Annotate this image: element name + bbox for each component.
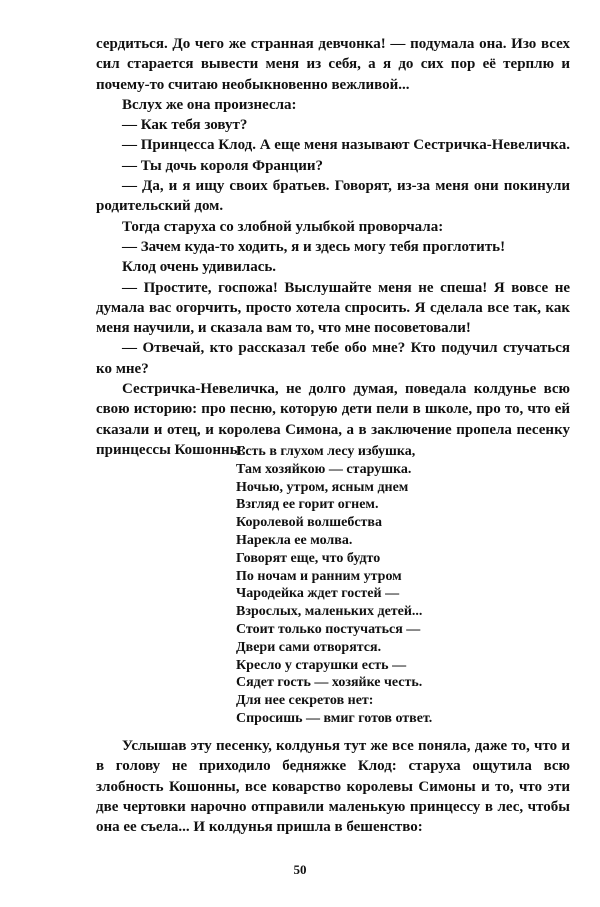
paragraph: — Зачем куда-то ходить, я и здесь могу тебя проглотить! — [122, 238, 506, 255]
poem-line: Есть в глухом лесу избушка, — [236, 444, 416, 459]
poem-line: Кресло у старушки есть — — [236, 657, 407, 673]
poem-line: Двери сами отворятся. — [236, 639, 382, 655]
poem-line: По ночам и ранним утром — [236, 568, 402, 584]
paragraph: — Ты дочь короля Франции? — [122, 157, 323, 174]
poem-line: Там хозяйкою — старушка. — [236, 461, 412, 477]
poem-line: Стоит только постучаться — — [236, 621, 421, 637]
body-text-top — [96, 34, 570, 460]
poem-line: Королевой волшебства — [236, 515, 382, 531]
paragraph: — Принцесса Клод. А еще меня называют Сестричка-Невеличка. — [122, 137, 570, 154]
paragraph: Сестричка-Невеличка, не долго думая, поведала колдунье всю свою историю: про песню, которую дети пели в школе, про то, что ей сказали и отец, и королева Симона, а в заключение пропела песенку принцессы Кошонны: — [96, 381, 570, 458]
paragraph: — Отвечай, кто рассказал тебе обо мне? Кто подучил стучаться ко мне? — [96, 340, 570, 377]
body-text-bottom — [96, 736, 570, 837]
poem-line: Чародейка ждет гостей — — [236, 586, 400, 602]
poem-line: Нарекла ее молва. — [236, 532, 353, 548]
paragraph: Клод очень удивилась. — [122, 259, 277, 276]
poem-line: Для нее секретов нет: — [236, 693, 374, 709]
paragraph: Тогда старуха со злобной улыбкой проворчала: — [122, 218, 444, 235]
paragraph: — Простите, госпожа! Выслушайте меня не спеша! Я вовсе не думала вас огорчить, просто хотела спросить. Я сделала все так, как меня научили, и сказала вам то, что мне посоветовали! — [96, 279, 570, 337]
paragraph: — Как тебя зовут? — [122, 117, 248, 134]
poem-line: Ночью, утром, ясным днем — [236, 479, 409, 495]
page-number: 50 — [293, 862, 307, 877]
poem-line: Взрослых, маленьких детей... — [236, 604, 423, 620]
poem-line: Говорят еще, что будто — [236, 550, 381, 566]
paragraph: — Да, и я ищу своих братьев. Говорят, из-за меня они покинули родительский дом. — [96, 178, 570, 215]
paragraph: Услышав эту песенку, колдунья тут же все поняла, даже то, что и в голову не приходило бедняжке Клод: старуха ощутила всю злобность Кошонны, все коварство королевы Симоны и то, что эти две чертовки нарочно отправили маленькую принцессу в лес, чтобы она ее съела... И колдунья пришла в бешенство: — [96, 738, 570, 836]
poem-line: Спросишь — вмиг готов ответ. — [236, 710, 433, 726]
poem — [236, 443, 432, 728]
paragraph: сердиться. До чего же странная девчонка! — подумала она. Изо всех сил старается вывести меня из себя, а я до сих пор её терплю и почему-то считаю необыкновенно вежливой... — [96, 36, 570, 93]
poem-line: Взгляд ее горит огнем. — [236, 497, 379, 513]
poem-line: Сядет гость — хозяйке честь. — [236, 675, 423, 691]
paragraph: Вслух же она произнесла: — [122, 96, 297, 113]
